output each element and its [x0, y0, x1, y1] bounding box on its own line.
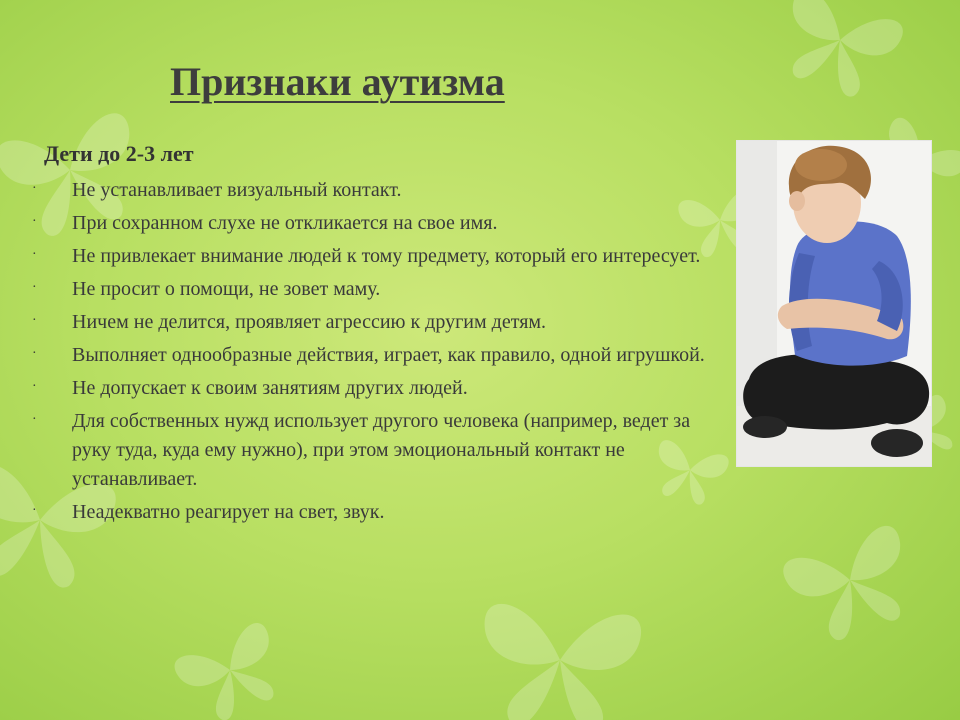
list-item	[28, 341, 718, 370]
bullet-marker: ·	[32, 379, 37, 394]
bullet-marker: ·	[32, 346, 37, 361]
list-item-text: Для собственных нужд использует другого человека (например, ведет за руку туда, куда ему нужно), при этом эмоциональный контакт не устанавливает.	[72, 410, 691, 490]
list-item-text: Не допускает к своим занятиям других людей.	[72, 377, 468, 399]
photo-frame	[737, 141, 931, 466]
list-item-text: Не привлекает внимание людей к тому предмету, который его интересует.	[72, 245, 701, 267]
bullet-marker: ·	[32, 214, 37, 229]
list-item	[28, 407, 718, 494]
list-item	[28, 242, 718, 271]
list-item-text: Выполняет однообразные действия, играет, как правило, одной игрушкой.	[72, 344, 705, 366]
list-item	[28, 275, 718, 304]
bullet-marker: ·	[32, 247, 37, 262]
list-item	[28, 176, 718, 205]
list-item	[28, 498, 718, 527]
slide-subtitle: Дети до 2-3 лет	[44, 141, 194, 166]
list-item	[28, 374, 718, 403]
list-item-text: Неадекватно реагирует на свет, звук.	[72, 501, 385, 523]
list-item-text: При сохранном слухе не откликается на свое имя.	[72, 212, 498, 234]
list-item	[28, 308, 718, 337]
bullet-marker: ·	[32, 280, 37, 295]
list-item-text: Не устанавливает визуальный контакт.	[72, 179, 402, 201]
bullet-marker: ·	[32, 503, 37, 518]
bullet-marker: ·	[32, 181, 37, 196]
slide-title: Признаки аутизма	[170, 59, 505, 104]
symptom-list	[28, 176, 718, 531]
bullet-marker: ·	[32, 412, 37, 427]
sitting-boy-photo	[737, 141, 931, 466]
list-item-text: Ничем не делится, проявляет агрессию к другим детям.	[72, 311, 547, 333]
bullet-marker: ·	[32, 313, 37, 328]
list-item	[28, 209, 718, 238]
list-item-text: Не просит о помощи, не зовет маму.	[72, 278, 381, 300]
